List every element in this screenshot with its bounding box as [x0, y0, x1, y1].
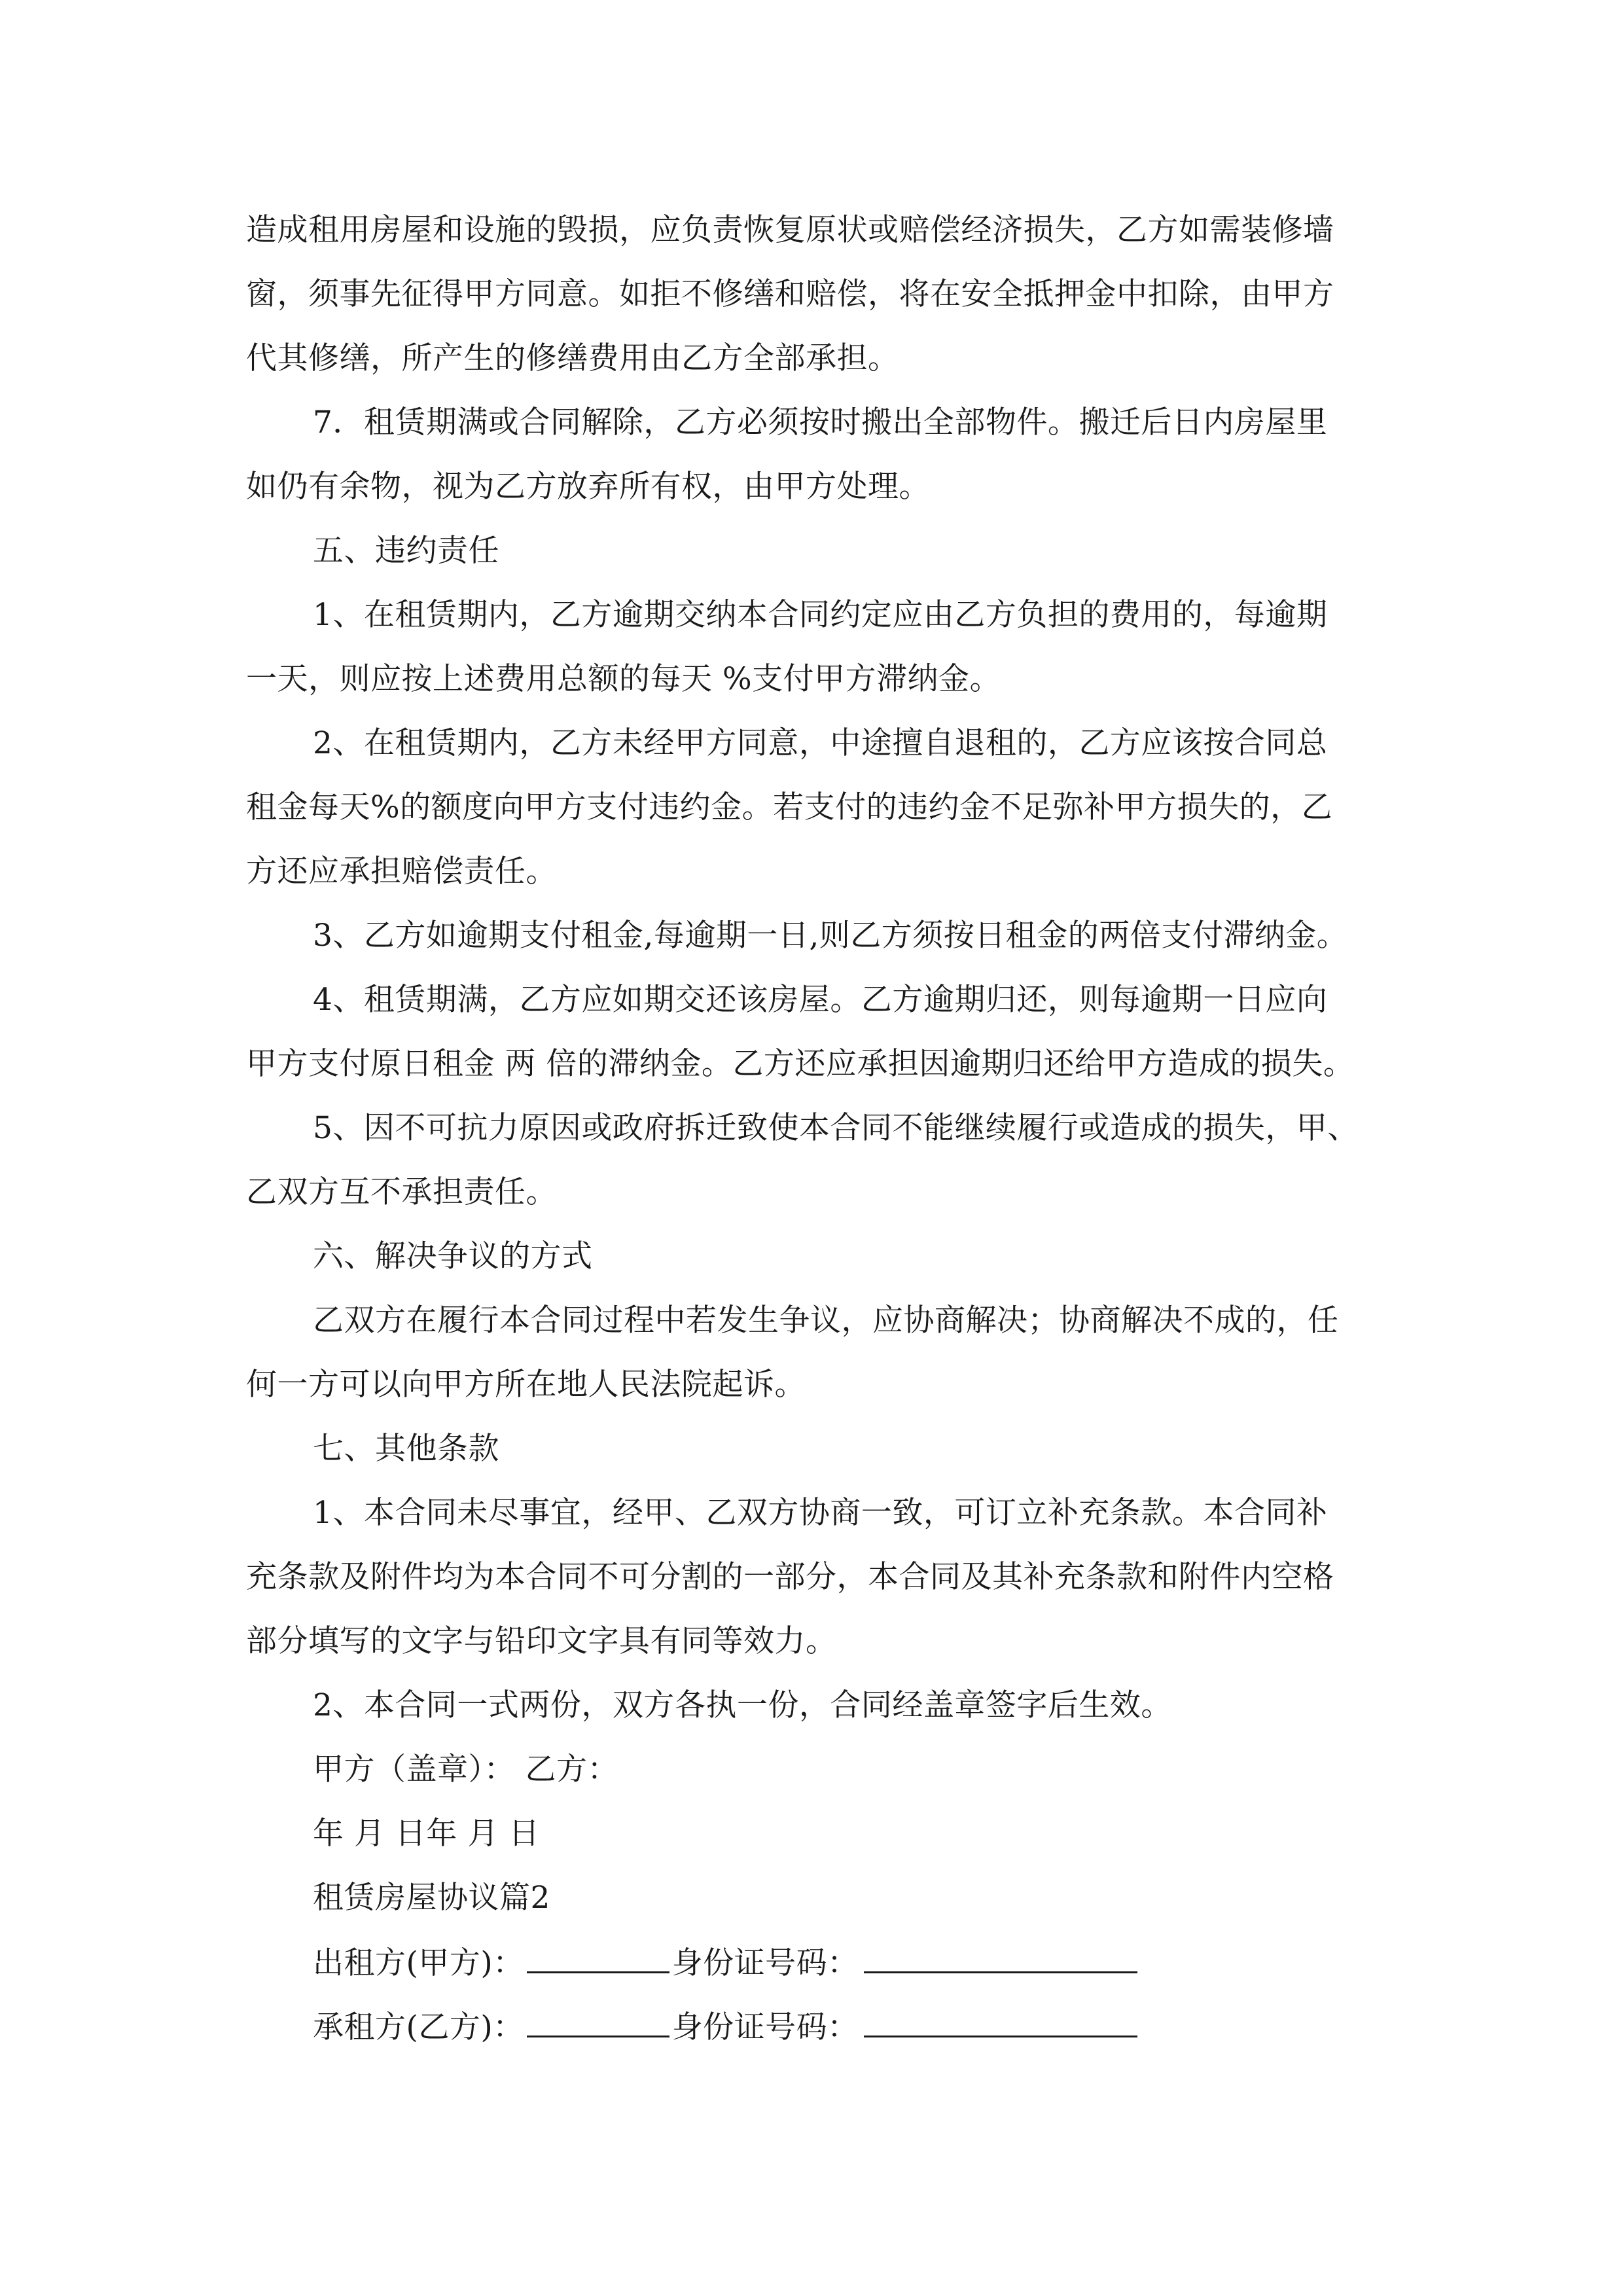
paragraph-line: 乙双方互不承担责任。 — [246, 1174, 557, 1210]
paragraph-line: 甲方支付原日租金 两 倍的滞纳金。乙方还应承担因逾期归还给甲方造成的损失。 — [246, 1046, 1355, 1082]
dispute-paragraph: 乙双方在履行本合同过程中若发生争议，应协商解决；协商解决不成的，任 — [313, 1302, 1339, 1338]
lessee-id-blank — [864, 2007, 1137, 2037]
lessor-row — [313, 1943, 1137, 1983]
section-heading-liability: 五、违约责任 — [313, 533, 499, 569]
paragraph-line: 部分填写的文字与铅印文字具有同等效力。 — [246, 1623, 837, 1659]
lessee-row — [313, 2007, 1137, 2047]
paragraph-line: 方还应承担赔偿责任。 — [246, 853, 557, 889]
paragraph-line: 造成租用房屋和设施的毁损，应负责恢复原状或赔偿经济损失，乙方如需装修墙 — [246, 212, 1334, 248]
section-heading-other: 七、其他条款 — [313, 1431, 499, 1467]
paragraph-line: 代其修缮，所产生的修缮费用由乙方全部承担。 — [246, 340, 899, 376]
section-heading-dispute: 六、解决争议的方式 — [313, 1238, 593, 1274]
lessee-label: 承租方(乙方)： — [313, 2009, 524, 2045]
lessee-id-label: 身份证号码： — [671, 2009, 859, 2045]
paragraph-line: 窗，须事先征得甲方同意。如拒不修缮和赔偿，将在安全抵押金中扣除，由甲方 — [246, 276, 1334, 312]
paragraph-line: 如仍有余物，视为乙方放弃所有权，由甲方处理。 — [246, 469, 930, 505]
other-item-1: 1、本合同未尽事宜，经甲、乙双方协商一致，可订立补充条款。本合同补 — [313, 1495, 1328, 1531]
other-item-2: 2、本合同一式两份，双方各执一份，合同经盖章签字后生效。 — [313, 1687, 1172, 1723]
lessor-label: 出租方(甲方)： — [313, 1945, 524, 1981]
liability-item-2: 2、在租赁期内，乙方未经甲方同意，中途擅自退租的，乙方应该按合同总 — [313, 725, 1328, 761]
lessor-id-blank — [864, 1943, 1137, 1973]
clause-7-line: 7．租赁期满或合同解除，乙方必须按时搬出全部物件。搬迁后日内房屋里 — [313, 404, 1328, 440]
liability-item-5: 5、因不可抗力原因或政府拆迁致使本合同不能继续履行或造成的损失，甲、 — [313, 1110, 1359, 1146]
liability-item-4: 4、租赁期满，乙方应如期交还该房屋。乙方逾期归还，则每逾期一日应向 — [313, 982, 1328, 1018]
paragraph-line: 一天，则应按上述费用总额的每天 %支付甲方滞纳金。 — [246, 661, 1001, 697]
paragraph-line: 何一方可以向甲方所在地人民法院起诉。 — [246, 1367, 806, 1403]
paragraph-line: 租金每天%的额度向甲方支付违约金。若支付的违约金不足弥补甲方损失的，乙 — [246, 789, 1333, 825]
lessee-name-blank — [527, 2007, 669, 2037]
signature-line: 甲方（盖章）： 乙方： — [313, 1751, 618, 1787]
date-line: 年 月 日年 月 日 — [313, 1816, 540, 1852]
liability-item-3: 3、乙方如逾期支付租金,每逾期一日,则乙方须按日租金的两倍支付滞纳金。 — [313, 918, 1348, 954]
liability-item-1: 1、在租赁期内，乙方逾期交纳本合同约定应由乙方负担的费用的，每逾期 — [313, 597, 1328, 633]
lessor-name-blank — [527, 1943, 669, 1973]
lessor-id-label: 身份证号码： — [671, 1945, 859, 1981]
agreement-title: 租赁房屋协议篇2 — [313, 1880, 550, 1916]
paragraph-line: 充条款及附件均为本合同不可分割的一部分，本合同及其补充条款和附件内空格 — [246, 1559, 1334, 1595]
